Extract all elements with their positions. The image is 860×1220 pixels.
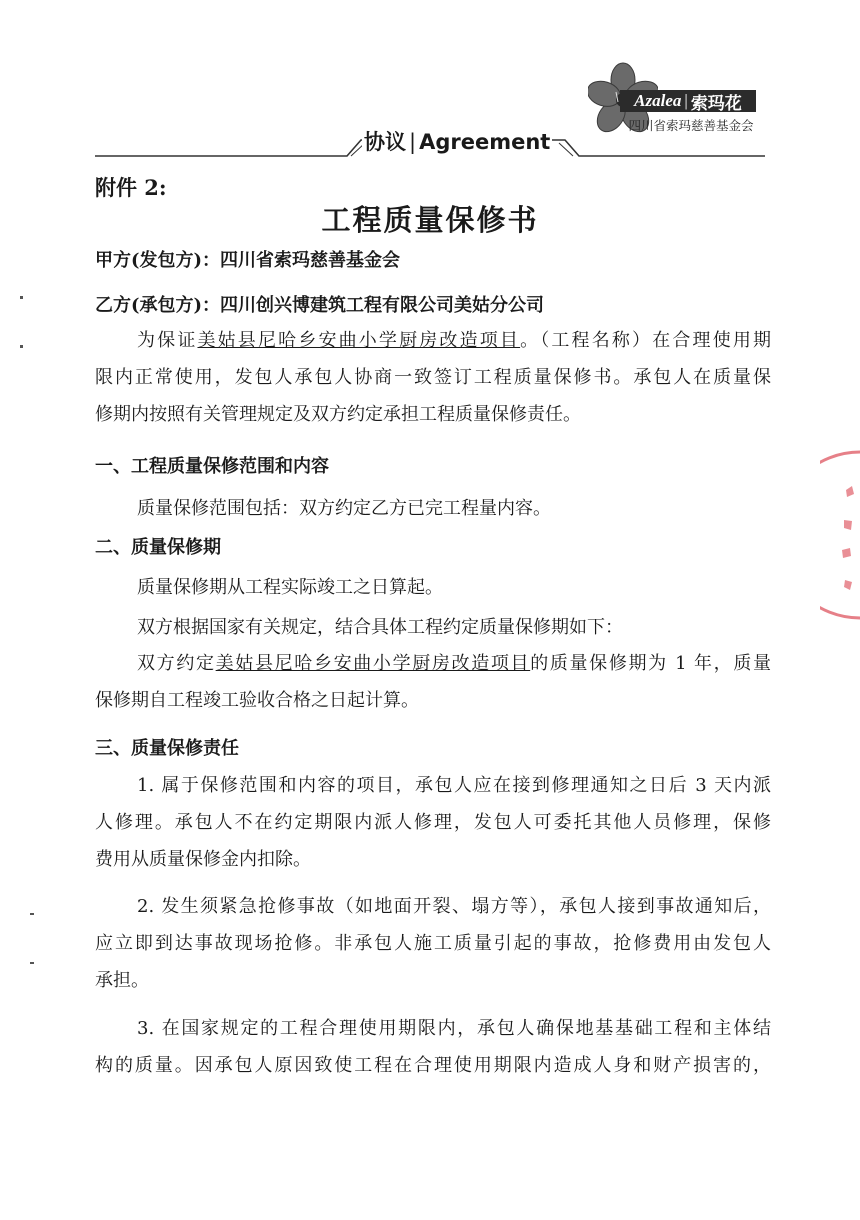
document-title: 工程质量保修书 bbox=[321, 203, 539, 237]
header-label-cn: 协议 bbox=[364, 130, 406, 154]
section-2-p3-line-2: 保修期自工程竣工验收合格之日起计算。 bbox=[95, 690, 419, 711]
section-2-p3 bbox=[95, 645, 771, 719]
item-2-line-1: 2. 发生须紧急抢修事故（如地面开裂、塌方等），承包人接到事故通知后， bbox=[137, 896, 771, 917]
item-2-line-3: 承担。 bbox=[95, 970, 149, 991]
intro-line1-rest: 。（工程名称）在合理使用期 bbox=[520, 330, 772, 351]
section-2-heading: 二、质量保修期 bbox=[95, 537, 221, 558]
intro-paragraph bbox=[95, 322, 771, 433]
header-separator: | bbox=[409, 130, 417, 154]
item-1-line-2: 人修理。承包人不在约定期限内派人修理，发包人可委托其他人员修理，保修 bbox=[95, 812, 771, 833]
logo-brand-en: Azalea bbox=[634, 91, 682, 110]
section-3-item-1 bbox=[95, 767, 771, 878]
logo-brand-cn: 索玛花 bbox=[690, 93, 742, 113]
header-label bbox=[362, 126, 552, 156]
item-1-line-1: 1. 属于保修范围和内容的项目，承包人应在接到修理通知之日后 3 天内派 bbox=[137, 775, 771, 796]
item-3-line-1: 3. 在国家规定的工程合理使用期限内，承包人确保地基基础工程和主体结 bbox=[137, 1018, 771, 1039]
section-1-heading: 一、工程质量保修范围和内容 bbox=[95, 456, 329, 477]
intro-prefix: 为保证 bbox=[137, 330, 198, 351]
intro-line-3: 修期内按照有关管理规定及双方约定承担工程质量保修责任。 bbox=[95, 404, 581, 425]
section-3-item-2 bbox=[95, 888, 771, 999]
attachment-label: 附件 2: bbox=[95, 175, 167, 200]
section-1-body: 质量保修范围包括：双方约定乙方已完工程量内容。 bbox=[137, 498, 551, 519]
scan-mark bbox=[30, 962, 34, 964]
intro-project-name: 美姑县尼哈乡安曲小学厨房改造项目 bbox=[197, 330, 521, 351]
intro-line-2: 限内正常使用，发包人承包人协商一致签订工程质量保修书。承包人在质量保 bbox=[95, 367, 771, 388]
scan-mark bbox=[30, 913, 34, 915]
party-b: 乙方(承包方)：四川创兴博建筑工程有限公司美姑分公司 bbox=[95, 295, 545, 316]
logo-brand-bar bbox=[620, 90, 756, 112]
header-label-en: Agreement bbox=[419, 130, 551, 154]
section-2-p3-rest: 的质量保修期为 1 年，质量 bbox=[530, 653, 771, 674]
azalea-logo bbox=[578, 62, 778, 142]
logo-separator: | bbox=[684, 91, 688, 110]
section-2-project-name: 美姑县尼哈乡安曲小学厨房改造项目 bbox=[215, 653, 531, 674]
section-2-p1: 质量保修期从工程实际竣工之日算起。 bbox=[137, 577, 443, 598]
scan-mark bbox=[20, 345, 23, 348]
red-seal-stamp bbox=[820, 450, 860, 620]
section-3-heading: 三、质量保修责任 bbox=[95, 738, 239, 759]
logo-org-name: 四川省索玛慈善基金会 bbox=[628, 118, 754, 133]
section-2-p3-line-1 bbox=[95, 645, 771, 682]
section-2-p3-prefix: 双方约定 bbox=[137, 653, 216, 674]
party-a: 甲方(发包方)：四川省索玛慈善基金会 bbox=[95, 250, 401, 271]
section-2-p2: 双方根据国家有关规定，结合具体工程约定质量保修期如下： bbox=[137, 617, 623, 638]
intro-line-1 bbox=[95, 322, 771, 359]
scan-mark bbox=[20, 296, 23, 299]
item-2-line-2: 应立即到达事故现场抢修。非承包人施工质量引起的事故，抢修费用由发包人 bbox=[95, 933, 771, 954]
item-1-line-3: 费用从质量保修金内扣除。 bbox=[95, 849, 311, 870]
section-3-item-3 bbox=[95, 1010, 771, 1084]
item-3-line-2: 构的质量。因承包人原因致使工程在合理使用期限内造成人身和财产损害的， bbox=[95, 1055, 771, 1076]
